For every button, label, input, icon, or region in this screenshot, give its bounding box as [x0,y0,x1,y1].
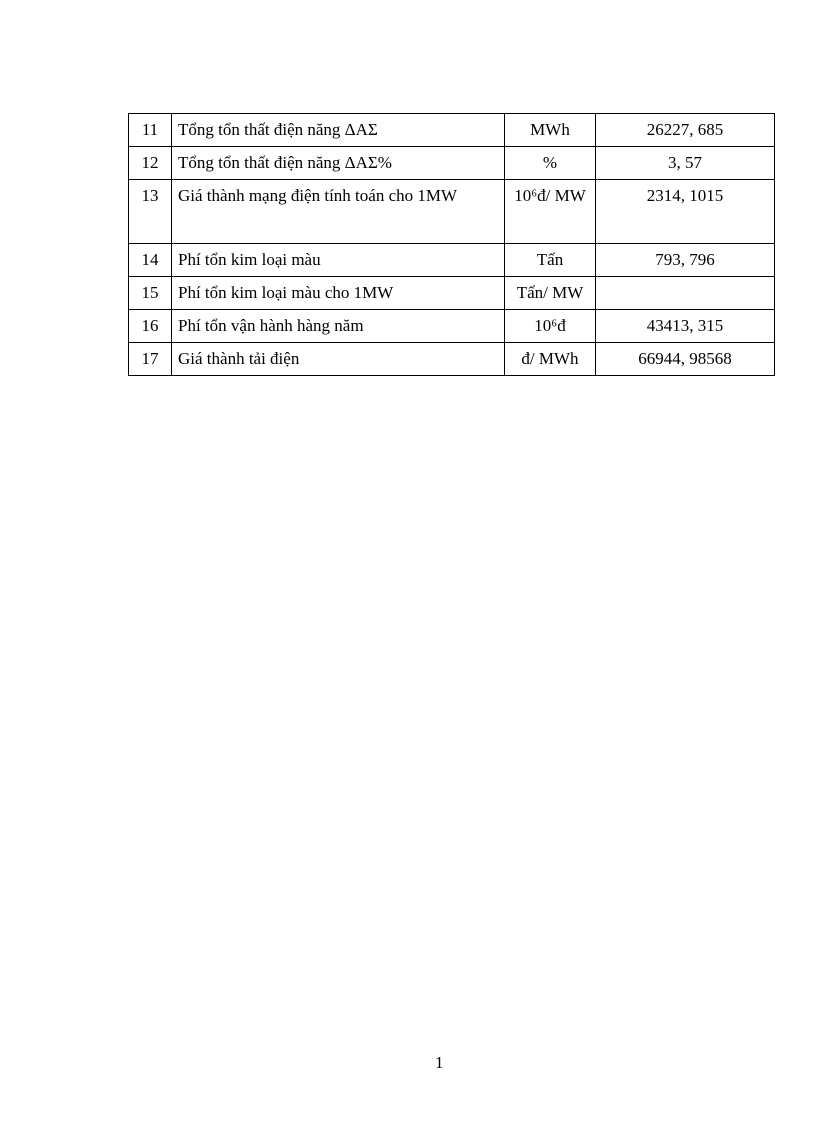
row-description: Giá thành mạng điện tính toán cho 1MW [172,180,505,244]
row-value: 3, 57 [596,147,775,180]
row-unit: Tấn [505,244,596,277]
row-number: 11 [129,114,172,147]
row-number: 14 [129,244,172,277]
row-unit: 10⁶đ/ MW [505,180,596,244]
row-value: 43413, 315 [596,310,775,343]
table-row [129,180,775,244]
row-description: Giá thành tải điện [172,343,505,376]
economic-summary-table [128,113,775,376]
table-row [129,114,775,147]
table-row [129,343,775,376]
row-unit: Tấn/ MW [505,277,596,310]
row-number: 15 [129,277,172,310]
row-value: 793, 796 [596,244,775,277]
row-description: Phí tổn kim loại màu cho 1MW [172,277,505,310]
table-row [129,277,775,310]
row-number: 17 [129,343,172,376]
row-value [596,277,775,310]
row-description: Tổng tổn thất điện năng ΔAΣ [172,114,505,147]
row-number: 12 [129,147,172,180]
row-unit: MWh [505,114,596,147]
table-row [129,244,775,277]
row-unit: % [505,147,596,180]
row-value: 66944, 98568 [596,343,775,376]
row-unit: đ/ MWh [505,343,596,376]
row-description: Phí tổn kim loại màu [172,244,505,277]
row-number: 16 [129,310,172,343]
row-unit: 10⁶đ [505,310,596,343]
row-description: Phí tổn vận hành hàng năm [172,310,505,343]
table-row [129,147,775,180]
row-value: 2314, 1015 [596,180,775,244]
row-description: Tổng tổn thất điện năng ΔAΣ% [172,147,505,180]
row-value: 26227, 685 [596,114,775,147]
page-number-text: 1 [435,1053,444,1072]
table-row [129,310,775,343]
row-number: 13 [129,180,172,244]
